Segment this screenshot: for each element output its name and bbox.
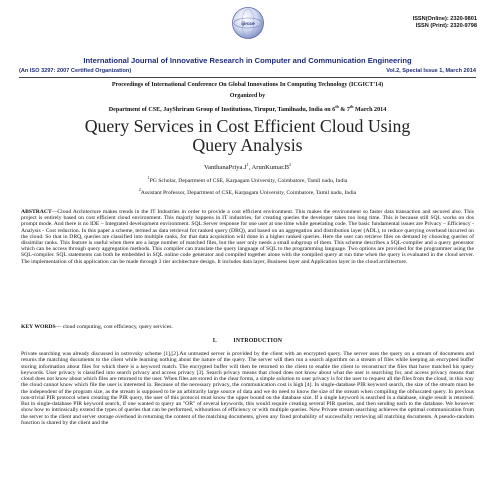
issn-print: ISSN (Print): 2320-9798: [415, 23, 477, 29]
journal-meta-row: [19, 68, 476, 74]
header-divider: [19, 77, 476, 78]
department-line: Department of CSE, JayShriram Group of Institutions, Tirupur, Tamilnadu, India on 6th & 7th March 2014: [108, 104, 387, 114]
journal-name: International Journal of Innovative Research in Computer and Communication Engineering: [83, 56, 412, 65]
proceedings-line: Proceedings of International Conference On Global Innovations In Computing Technology (ICGICT'14): [111, 82, 384, 88]
paper-title: [0, 117, 495, 155]
issn-block: [413, 16, 477, 30]
keywords-text: — cloud computing, cost efficiency, query services.: [55, 324, 173, 330]
title-line-2: Query Analysis: [192, 135, 303, 155]
keywords: [21, 324, 474, 330]
abstract: [21, 209, 474, 265]
abstract-text: —Cloud Architecture makes trends in the IT Industries in order to provide a cost efficient environment. This makes the environment so faster data transaction and secured also. This project is entirely based on cost efficient cloud environment. This majorly happens in IT industries, for creating queries the developer takes too long time. This is because still SQL works on dos prompt mode. And there is no IDE – Integrated development environment. SQL Server response for one user at one time while generating code. The basic fundamental issues are Privacy – Efficiency - Analysis - Cost reduction. In this paper a scheme, termed as data retrieval for ranked query (DRQ), and based on an aggregation and distribution layer (ADL), to reduce querying overhead incurred on the cloud. So that in DRQ, queries are classified into multiple ranks, for that data acquisition will done in a higher ranked queries. Here the user can retrieve files on demand by choosing queries of dissimilar ranks. This feature is useful when there are a large number of matched files, but the user only needs a small subgroup of them. This scheme describes a SQL-compiler and a query generator which can be access through query aggregation methods. This compiler can translate the query language of SQL to the programming language. Two options are provided for the programmer using the SQL-compiler. SQL statements can both be embedded in SQL online code generator and compiled together alone with the compiled query at run time when the query is evaluated in the cloud server. The implementation of this application can be made through 3 tier architecture design. It includes data layer, Business layer and Application layer in the cloud architecture.: [21, 209, 474, 265]
organized-by: Organized by: [229, 93, 266, 99]
title-line-1: Query Services in Cost Efficient Cloud Using: [84, 116, 411, 136]
abstract-label: ABSTRACT: [21, 209, 52, 215]
author-list: $VanthanaPriya.J^1$, $ArunKumar.B^2$: [204, 163, 291, 172]
affiliation-2: $^2$Assistant Professor, Department of CSE, Karpagam University, Coimbatore, Tamil nadu, India: [138, 188, 357, 196]
keywords-label: KEY WORDS: [21, 324, 56, 330]
section-heading: I. INTRODUCTION: [212, 338, 283, 344]
journal-logo-icon: [231, 6, 265, 40]
org-certification: (An ISO 3297: 2007 Certified Organization): [19, 68, 132, 74]
svg-text:ijircce: ijircce: [241, 21, 255, 26]
introduction-text: Private searching was already discussed in ostrovsky scheme [1],[2].An untrusted server is provided by the client with an encrypted query. The server uses the query on a stream of documents and returns the matching documents to the client while learning nothing about the nature of the query. The server will then run a search algorithm on a stream of files while keeping an encrypted buffer storing information about files for which there is a keyword match. The encrypted buffer will then be returned to the client to enable the client to reconstruct the files that have matched his query keywords. User privacy is classified into search privacy and access privacy [3]. Search privacy means that cloud does not know about what the user is searching for, and access privacy means that cloud does not know about which files are returned to the user. When files are stored in the clear forms, a simple solution to user privacy is for the user to request all the files from the cloud, in this way the cloud cannot know which file the user is interested in. Because of the necessary privacy, the communication cost is high [4]. In single-database PIR keyword search, the size of the stream must be the independent of the program size, as the stream is supposed to be an arbitrarily large source of data and we do need to know the size of the stream when compiling the obfuscated query. In previous non-trivial PIR protocol when creating the PIR query, the user of this protocol must know the upper bound on the database size. If a single keyword is searched in a database, single result is returned. But in single-database PIR keyword search, if one wanted to query an "OR" of several keywords, this would require creating several PIR queries, and then sending each to the database. We however show how to intrinsically extend the types of queries that can be performed, withoutloss of efficiency or with multiple queries. New Private stream searching achieves the optimal communication from the server to the client and server storage overhead in returning the content of the matching documents, given any fixed probability of successfully retrieving all matching documents. A pseudo-random function is shared by the client and the: [21, 351, 474, 426]
affiliation-1: $^1$PG Scholar, Department of CSE, Karpagam University, Coimbatore, Tamil nadu, India: [147, 176, 348, 184]
volume-info: Vol.2, Special Issue 1, March 2014: [386, 68, 476, 74]
issn-online: ISSN(Online): 2320-9801: [412, 16, 477, 22]
